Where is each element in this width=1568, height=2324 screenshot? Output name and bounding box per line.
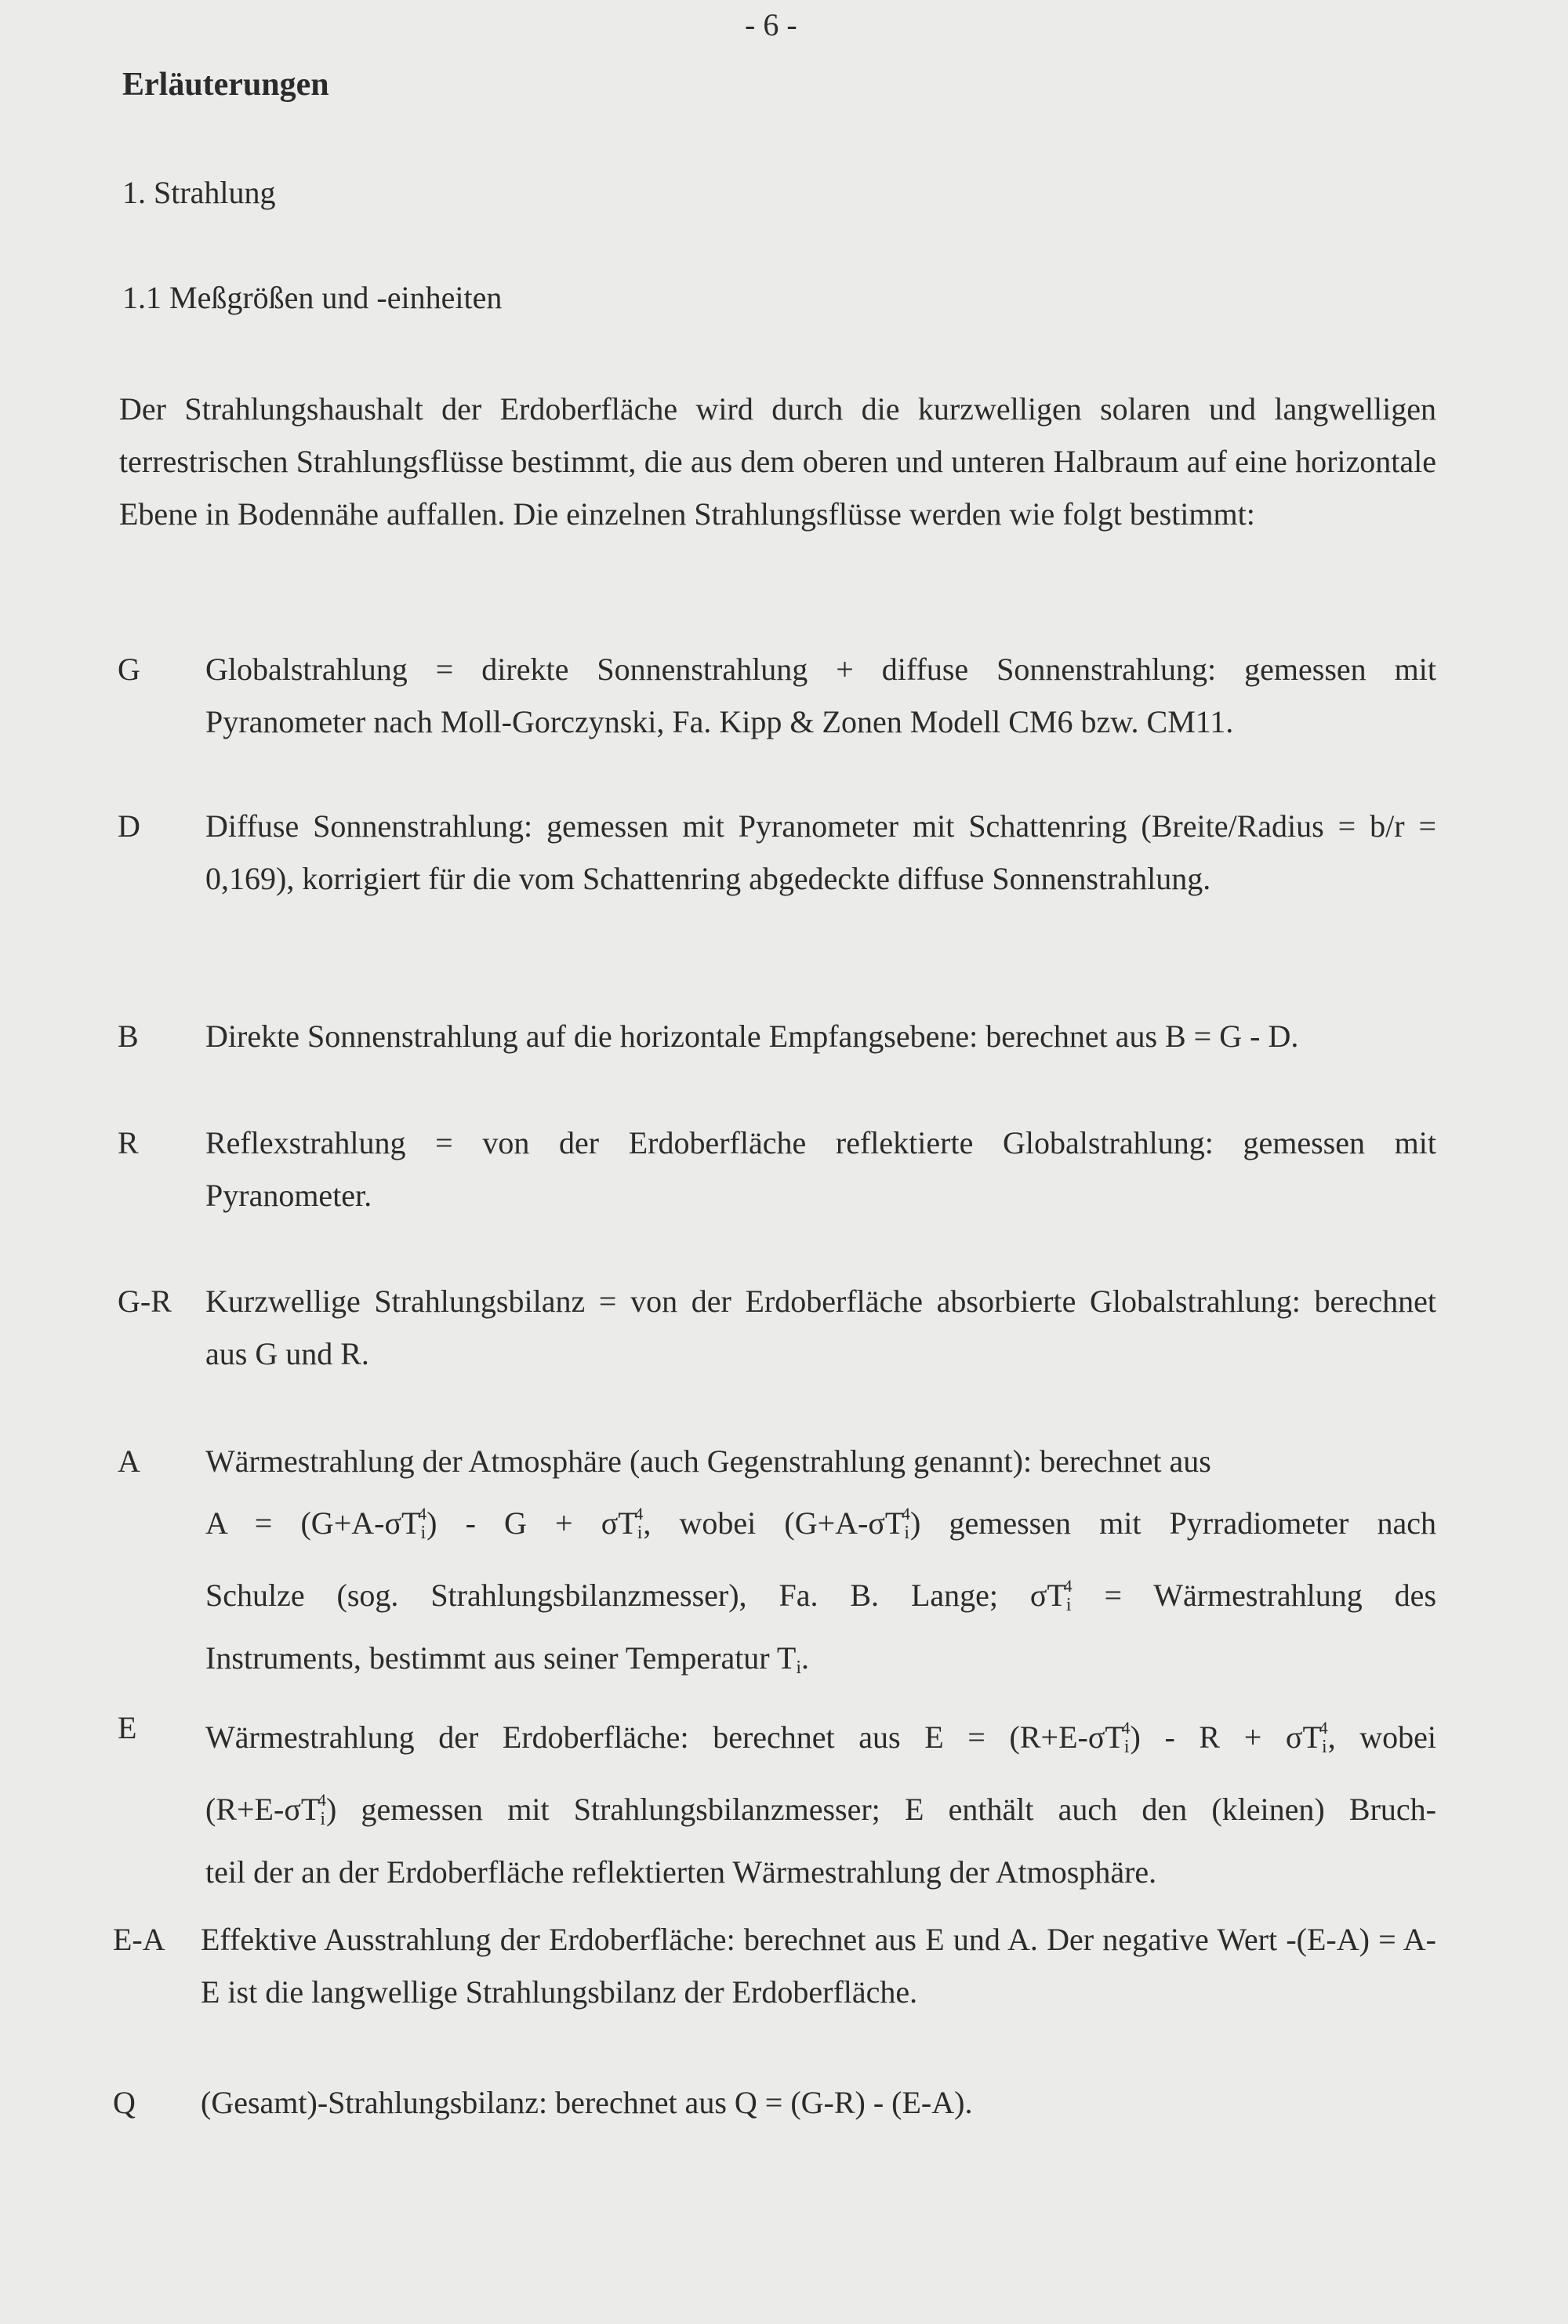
entry-description: (Gesamt)-Strahlungsbilanz: berechnet aus Q = (G-R) - (E-A).	[201, 2085, 973, 2120]
intro-paragraph: Der Strahlungshaushalt der Erdoberfläche wird durch die kurzwelligen solaren und langwelligen terrestrischen Strahlungsflüsse bestimmt, die aus dem oberen und unteren Halbraum auf eine horizontale Ebene in Bodennähe auffallen. Die einzelnen Strahlungsflüsse werden wie folgt bestimmt:	[119, 391, 1436, 532]
entry-symbol: R	[118, 1125, 139, 1160]
entry-description: Reflexstrahlung = von der Erdoberfläche reflektierte Globalstrahlung: gemessen mit Pyranometer.	[205, 1125, 1436, 1213]
entry-line: $A = (G+A-\sigma T_i^4) - G + \sigma T_i^4$, wobei $(G+A-\sigma T_i^4)$ gemessen mit Pyrradiometer nach	[205, 1504, 1436, 1543]
page-number: - 6 -	[745, 7, 797, 42]
section-heading: 1. Strahlung	[122, 175, 276, 210]
entry-description: Diffuse Sonnenstrahlung: gemessen mit Pyranometer mit Schattenring (Breite/Radius = b/r = 0,169), korrigiert für die vom Schattenring abgedeckte diffuse Sonnenstrahlung.	[205, 808, 1436, 896]
entry-line: Wärmestrahlung der Atmosphäre (auch Gegenstrahlung genannt): berechnet aus	[205, 1443, 1211, 1479]
entry-description	[205, 1435, 1436, 1694]
entry-symbol: G	[118, 652, 140, 687]
entry-symbol: E	[118, 1710, 137, 1745]
entry-description: Effektive Ausstrahlung der Erdoberfläche: berechnet aus E und A. Der negative Wert -(E-A) = A-E ist die langwellige Strahlungsbilanz der Erdoberfläche.	[201, 1922, 1436, 2010]
entry-symbol: B	[118, 1019, 139, 1054]
entry-description: Globalstrahlung = direkte Sonnenstrahlung + diffuse Sonnenstrahlung: gemessen mit Pyranometer nach Moll-Gorczynski, Fa. Kipp & Zonen Modell CM6 bzw. CM11.	[205, 652, 1436, 739]
entry-line: Instruments, bestimmt aus seiner Temperatur $T_i$.	[205, 1640, 810, 1678]
entry-symbol: D	[118, 808, 140, 844]
entry-description: Direkte Sonnenstrahlung auf die horizontale Empfangsebene: berechnet aus B = G - D.	[205, 1019, 1299, 1054]
entry-line: teil der an der Erdoberfläche reflektierten Wärmestrahlung der Atmosphäre.	[205, 1854, 1157, 1890]
entry-line: Schulze (sog. Strahlungsbilanzmesser), Fa. B. Lange; $\sigma T_i^4$ = Wärmestrahlung des	[205, 1576, 1437, 1615]
entry-description	[205, 1701, 1436, 1898]
entry-symbol: G-R	[118, 1284, 172, 1319]
entry-description: Kurzwellige Strahlungsbilanz = von der Erdoberfläche absorbierte Globalstrahlung: berechnet aus G und R.	[205, 1284, 1436, 1371]
subsection-heading: 1.1 Meßgrößen und -einheiten	[122, 280, 503, 315]
entry-symbol: E-A	[113, 1922, 165, 1957]
entry-line: $(R+E-\sigma T_i^4)$ gemessen mit Strahlungsbilanzmesser; E enthält auch den (kleinen) Bruch-	[205, 1790, 1436, 1829]
entry-symbol: A	[118, 1443, 140, 1479]
entry-line: Wärmestrahlung der Erdoberfläche: berechnet aus $E = (R+E-\sigma T_i^4) - R + \sigma T_i^4$, wobei	[205, 1718, 1437, 1757]
entry-symbol: Q	[113, 2085, 136, 2120]
page-title: Erläuterungen	[122, 67, 329, 103]
